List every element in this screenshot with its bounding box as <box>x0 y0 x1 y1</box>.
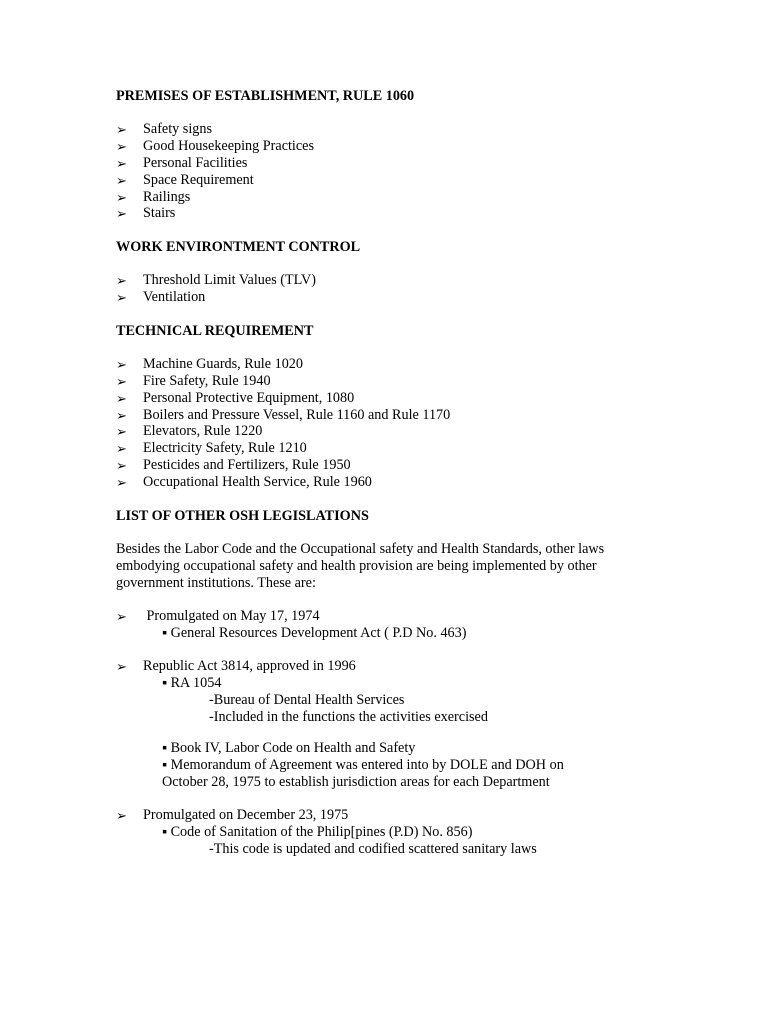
arrow-bullet-icon: ➢ <box>116 458 127 473</box>
list-item: Safety signs <box>143 121 212 137</box>
sub-sub-item: -This code is updated and codified scattered sanitary laws <box>209 841 537 857</box>
list-item: Pesticides and Fertilizers, Rule 1950 <box>143 457 351 473</box>
list-item: Fire Safety, Rule 1940 <box>143 373 271 389</box>
arrow-bullet-icon: ➢ <box>116 659 127 674</box>
arrow-bullet-icon: ➢ <box>116 290 127 305</box>
list-item: Electricity Safety, Rule 1210 <box>143 440 307 456</box>
list-item: Occupational Health Service, Rule 1960 <box>143 474 372 490</box>
block-title: Promulgated on May 17, 1974 <box>143 608 320 624</box>
sub-item: ▪ RA 1054 <box>162 675 222 691</box>
sub-item: ▪ Book IV, Labor Code on Health and Safety <box>162 740 416 756</box>
sub-sub-item: -Included in the functions the activities exercised <box>209 709 488 725</box>
arrow-bullet-icon: ➢ <box>116 374 127 389</box>
list-item: Personal Facilities <box>143 155 248 171</box>
arrow-bullet-icon: ➢ <box>116 475 127 490</box>
sub-sub-item: -Bureau of Dental Health Services <box>209 692 405 708</box>
list-item: Personal Protective Equipment, 1080 <box>143 390 355 406</box>
arrow-bullet-icon: ➢ <box>116 808 127 823</box>
list-item: Threshold Limit Values (TLV) <box>143 272 316 288</box>
arrow-bullet-icon: ➢ <box>116 273 127 288</box>
block-title: Promulgated on December 23, 1975 <box>143 807 349 823</box>
list-item: Stairs <box>143 205 176 221</box>
intro-line: government institutions. These are: <box>116 575 316 591</box>
arrow-bullet-icon: ➢ <box>116 206 127 221</box>
list-item: Railings <box>143 189 191 205</box>
list-item: Machine Guards, Rule 1020 <box>143 356 303 372</box>
arrow-bullet-icon: ➢ <box>116 190 127 205</box>
sub-item: ▪ Memorandum of Agreement was entered into by DOLE and DOH on <box>162 757 564 773</box>
intro-line: embodying occupational safety and health provision are being implemented by other <box>116 558 597 574</box>
arrow-bullet-icon: ➢ <box>116 357 127 372</box>
heading-other-legislations: LIST OF OTHER OSH LEGISLATIONS <box>116 508 369 524</box>
list-item: Space Requirement <box>143 172 254 188</box>
arrow-bullet-icon: ➢ <box>116 424 127 439</box>
arrow-bullet-icon: ➢ <box>116 441 127 456</box>
arrow-bullet-icon: ➢ <box>116 156 127 171</box>
list-item: Boilers and Pressure Vessel, Rule 1160 and Rule 1170 <box>143 407 451 423</box>
heading-premises: PREMISES OF ESTABLISHMENT, RULE 1060 <box>116 88 415 104</box>
sub-item: ▪ Code of Sanitation of the Philip[pines (P.D) No. 856) <box>162 824 473 840</box>
sub-item: ▪ General Resources Development Act ( P.D No. 463) <box>162 625 467 641</box>
heading-work-env: WORK ENVIRONTMENT CONTROL <box>116 239 361 255</box>
intro-line: Besides the Labor Code and the Occupational safety and Health Standards, other laws <box>116 541 605 557</box>
list-item: Elevators, Rule 1220 <box>143 423 263 439</box>
arrow-bullet-icon: ➢ <box>116 173 127 188</box>
arrow-bullet-icon: ➢ <box>116 609 127 624</box>
arrow-bullet-icon: ➢ <box>116 391 127 406</box>
list-item: Ventilation <box>143 289 206 305</box>
block-title: Republic Act 3814, approved in 1996 <box>143 658 356 674</box>
sub-item-continuation: October 28, 1975 to establish jurisdiction areas for each Department <box>162 774 550 790</box>
heading-technical: TECHNICAL REQUIREMENT <box>116 323 314 339</box>
arrow-bullet-icon: ➢ <box>116 122 127 137</box>
arrow-bullet-icon: ➢ <box>116 408 127 423</box>
list-item: Good Housekeeping Practices <box>143 138 314 154</box>
arrow-bullet-icon: ➢ <box>116 139 127 154</box>
